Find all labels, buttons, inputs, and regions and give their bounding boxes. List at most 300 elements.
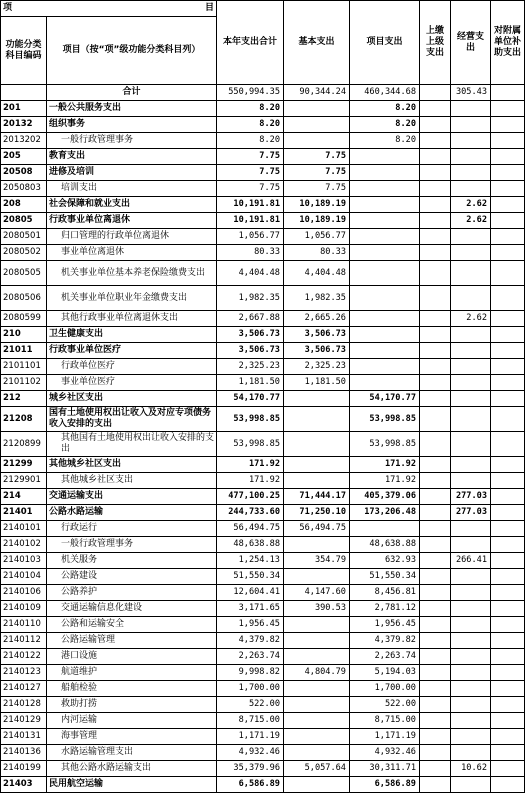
row-code: 2101101: [1, 359, 47, 375]
row-project: [350, 521, 420, 537]
row-basic: [284, 777, 350, 793]
row-project: 8.20: [350, 133, 420, 149]
row-total: 171.92: [217, 473, 284, 489]
row-name: 机关服务: [47, 553, 217, 569]
row-subsidy: [491, 553, 525, 569]
row-total: 48,638.88: [217, 537, 284, 553]
row-total: 3,506.73: [217, 327, 284, 343]
row-upper: [420, 745, 451, 761]
row-subsidy: [491, 777, 525, 793]
row-subsidy: [491, 343, 525, 359]
row-basic: [284, 537, 350, 553]
table-row: [1, 649, 525, 665]
row-total: 1,982.35: [217, 286, 284, 311]
row-code: 2013202: [1, 133, 47, 149]
row-operating: [451, 473, 491, 489]
row-project: 1,171.19: [350, 729, 420, 745]
row-name: 其他城乡社区支出: [47, 473, 217, 489]
row-total: 4,404.48: [217, 261, 284, 286]
row-name: 机关事业单位基本养老保险缴费支出: [47, 261, 217, 286]
row-upper: [420, 713, 451, 729]
row-total: 8.20: [217, 133, 284, 149]
row-basic: 3,506.73: [284, 327, 350, 343]
row-upper: [420, 181, 451, 197]
row-subsidy: [491, 375, 525, 391]
row-project: 171.92: [350, 457, 420, 473]
row-basic: 10,189.19: [284, 197, 350, 213]
table-row: [1, 286, 525, 311]
row-operating: [451, 777, 491, 793]
row-code: 2140129: [1, 713, 47, 729]
table-row: [1, 569, 525, 585]
row-basic: 56,494.75: [284, 521, 350, 537]
row-operating: 266.41: [451, 553, 491, 569]
row-operating: [451, 407, 491, 432]
row-upper: [420, 432, 451, 457]
row-subsidy: [491, 601, 525, 617]
row-operating: [451, 286, 491, 311]
table-row: [1, 407, 525, 432]
row-name: 公路建设: [47, 569, 217, 585]
row-project: [350, 343, 420, 359]
row-project: 30,311.71: [350, 761, 420, 777]
row-subsidy: [491, 537, 525, 553]
row-code: 2140136: [1, 745, 47, 761]
row-project: 1,700.00: [350, 681, 420, 697]
table-row: [1, 777, 525, 793]
row-subsidy: [491, 633, 525, 649]
row-upper: [420, 777, 451, 793]
row-subsidy: [491, 649, 525, 665]
row-name: 事业单位离退休: [47, 245, 217, 261]
row-code: 21208: [1, 407, 47, 432]
row-basic: [284, 133, 350, 149]
row-basic: 10,189.19: [284, 213, 350, 229]
row-total: 6,586.89: [217, 777, 284, 793]
row-subsidy: [491, 181, 525, 197]
row-basic: 4,804.79: [284, 665, 350, 681]
row-name: 归口管理的行政单位离退休: [47, 229, 217, 245]
row-subsidy: [491, 245, 525, 261]
row-total: 53,998.85: [217, 407, 284, 432]
row-total: 10,191.81: [217, 197, 284, 213]
table-row: [1, 245, 525, 261]
row-project: [350, 261, 420, 286]
row-total: 51,550.34: [217, 569, 284, 585]
row-name: 水路运输管理支出: [47, 745, 217, 761]
table-row: [1, 311, 525, 327]
row-total: 3,506.73: [217, 343, 284, 359]
row-total: 4,932.46: [217, 745, 284, 761]
table-row: [1, 327, 525, 343]
table-row: [1, 359, 525, 375]
row-basic: 354.79: [284, 553, 350, 569]
row-operating: [451, 391, 491, 407]
row-operating: [451, 375, 491, 391]
row-code: 20132: [1, 117, 47, 133]
row-project: 4,932.46: [350, 745, 420, 761]
row-upper: [420, 489, 451, 505]
row-operating: [451, 521, 491, 537]
row-total: 7.75: [217, 165, 284, 181]
row-basic: 4,147.60: [284, 585, 350, 601]
row-upper: [420, 473, 451, 489]
table-row: [1, 697, 525, 713]
row-subsidy: [491, 473, 525, 489]
row-operating: [451, 261, 491, 286]
row-basic: 7.75: [284, 149, 350, 165]
row-basic: 3,506.73: [284, 343, 350, 359]
row-code: 201: [1, 101, 47, 117]
table-row: [1, 505, 525, 521]
row-subsidy: [491, 149, 525, 165]
row-operating: [451, 569, 491, 585]
row-name: 民用航空运输: [47, 777, 217, 793]
row-basic: 71,444.17: [284, 489, 350, 505]
row-project: 1,956.45: [350, 617, 420, 633]
row-upper: [420, 261, 451, 286]
header-operating: 经营支出: [451, 1, 491, 85]
row-name: 其他行政事业单位离退休支出: [47, 311, 217, 327]
row-code: 2080599: [1, 311, 47, 327]
row-name: 行政事业单位医疗: [47, 343, 217, 359]
row-name: 海事管理: [47, 729, 217, 745]
row-code: 2080502: [1, 245, 47, 261]
row-subsidy: [491, 165, 525, 181]
row-operating: [451, 697, 491, 713]
row-project: 5,194.03: [350, 665, 420, 681]
row-basic: [284, 101, 350, 117]
table-row: [1, 261, 525, 286]
table-row: [1, 149, 525, 165]
row-code: 21401: [1, 505, 47, 521]
row-upper: [420, 197, 451, 213]
row-upper: [420, 569, 451, 585]
row-subsidy: [491, 665, 525, 681]
row-upper: [420, 649, 451, 665]
table-row: [1, 117, 525, 133]
row-operating: [451, 745, 491, 761]
row-name: 公路运输管理: [47, 633, 217, 649]
table-row: [1, 85, 525, 101]
row-subsidy: [491, 391, 525, 407]
row-operating: 2.62: [451, 213, 491, 229]
row-project: [350, 327, 420, 343]
row-basic: 390.53: [284, 601, 350, 617]
row-project: 171.92: [350, 473, 420, 489]
row-operating: 10.62: [451, 761, 491, 777]
row-name: 教育支出: [47, 149, 217, 165]
row-operating: [451, 537, 491, 553]
row-subsidy: [491, 229, 525, 245]
row-name: 内河运输: [47, 713, 217, 729]
row-code: 2140123: [1, 665, 47, 681]
row-name: 救助打捞: [47, 697, 217, 713]
row-basic: 90,344.24: [284, 85, 350, 101]
table-row: [1, 165, 525, 181]
row-total: 171.92: [217, 457, 284, 473]
row-upper: [420, 149, 451, 165]
row-operating: [451, 149, 491, 165]
header-upper: 上缴上级支出: [420, 1, 451, 85]
row-total: 8.20: [217, 117, 284, 133]
row-project: 53,998.85: [350, 432, 420, 457]
row-total: 2,667.88: [217, 311, 284, 327]
row-name: 培训支出: [47, 181, 217, 197]
row-subsidy: [491, 457, 525, 473]
row-project: [350, 213, 420, 229]
row-code: 2140103: [1, 553, 47, 569]
row-upper: [420, 553, 451, 569]
row-code: 20508: [1, 165, 47, 181]
row-name: 社会保障和就业支出: [47, 197, 217, 213]
header-mu-label: 目: [204, 3, 214, 13]
row-subsidy: [491, 261, 525, 286]
row-subsidy: [491, 697, 525, 713]
row-subsidy: [491, 327, 525, 343]
header-basic: 基本支出: [284, 1, 350, 85]
table-row: [1, 473, 525, 489]
row-operating: [451, 601, 491, 617]
row-subsidy: [491, 713, 525, 729]
row-total: 477,100.25: [217, 489, 284, 505]
table-row: [1, 489, 525, 505]
row-total: 9,998.82: [217, 665, 284, 681]
row-name: 进修及培训: [47, 165, 217, 181]
row-basic: [284, 729, 350, 745]
row-upper: [420, 286, 451, 311]
row-subsidy: [491, 311, 525, 327]
row-total: 10,191.81: [217, 213, 284, 229]
row-upper: [420, 407, 451, 432]
row-code: 2101102: [1, 375, 47, 391]
row-total: 1,181.50: [217, 375, 284, 391]
header-item-cell: [1, 1, 217, 17]
row-subsidy: [491, 407, 525, 432]
table-row: [1, 521, 525, 537]
row-total: 3,171.65: [217, 601, 284, 617]
row-project: 632.93: [350, 553, 420, 569]
row-basic: [284, 745, 350, 761]
row-name: 事业单位医疗: [47, 375, 217, 391]
row-project: 2,781.12: [350, 601, 420, 617]
row-basic: [284, 649, 350, 665]
row-project: [350, 229, 420, 245]
row-total: 54,170.77: [217, 391, 284, 407]
row-name: 其他公路水路运输支出: [47, 761, 217, 777]
row-project: 460,344.68: [350, 85, 420, 101]
table-row: [1, 553, 525, 569]
row-operating: [451, 432, 491, 457]
row-operating: [451, 359, 491, 375]
row-operating: [451, 617, 491, 633]
row-code: 2129901: [1, 473, 47, 489]
row-total: 8,715.00: [217, 713, 284, 729]
row-upper: [420, 633, 451, 649]
row-basic: 1,056.77: [284, 229, 350, 245]
row-project: 8.20: [350, 101, 420, 117]
row-code: 2140128: [1, 697, 47, 713]
row-project: [350, 165, 420, 181]
row-subsidy: [491, 521, 525, 537]
table-row: [1, 729, 525, 745]
table-row: [1, 181, 525, 197]
row-code: 212: [1, 391, 47, 407]
row-code: 2140102: [1, 537, 47, 553]
row-name: 行政运行: [47, 521, 217, 537]
row-operating: [451, 649, 491, 665]
row-subsidy: [491, 432, 525, 457]
row-basic: [284, 457, 350, 473]
table-row: [1, 601, 525, 617]
row-basic: 7.75: [284, 165, 350, 181]
row-upper: [420, 213, 451, 229]
header-code: 功能分类科目编码: [1, 17, 47, 85]
row-name: 行政事业单位离退休: [47, 213, 217, 229]
row-basic: 1,982.35: [284, 286, 350, 311]
row-project: 48,638.88: [350, 537, 420, 553]
row-operating: [451, 713, 491, 729]
row-basic: [284, 391, 350, 407]
table-row: [1, 432, 525, 457]
row-operating: [451, 117, 491, 133]
row-name: 港口设施: [47, 649, 217, 665]
row-name: 一般行政管理事务: [47, 133, 217, 149]
row-code: 214: [1, 489, 47, 505]
row-upper: [420, 601, 451, 617]
row-operating: [451, 229, 491, 245]
row-subsidy: [491, 729, 525, 745]
row-project: 522.00: [350, 697, 420, 713]
table-row: [1, 537, 525, 553]
row-subsidy: [491, 745, 525, 761]
row-subsidy: [491, 505, 525, 521]
row-code: 210: [1, 327, 47, 343]
header-total: 本年支出合计: [217, 1, 284, 85]
row-total: 550,994.35: [217, 85, 284, 101]
row-total: 244,733.60: [217, 505, 284, 521]
row-project: [350, 286, 420, 311]
row-code: 208: [1, 197, 47, 213]
row-project: 8.20: [350, 117, 420, 133]
row-name: 行政单位医疗: [47, 359, 217, 375]
row-total: 1,056.77: [217, 229, 284, 245]
row-upper: [420, 391, 451, 407]
row-project: [350, 245, 420, 261]
table-row: [1, 229, 525, 245]
row-basic: 71,250.10: [284, 505, 350, 521]
header-project: 项目支出: [350, 1, 420, 85]
row-upper: [420, 681, 451, 697]
row-subsidy: [491, 101, 525, 117]
row-operating: [451, 133, 491, 149]
row-operating: [451, 245, 491, 261]
row-upper: [420, 729, 451, 745]
row-basic: [284, 697, 350, 713]
row-code: 2120899: [1, 432, 47, 457]
row-code: 21299: [1, 457, 47, 473]
row-upper: [420, 617, 451, 633]
row-name: 公路水路运输: [47, 505, 217, 521]
table-row: [1, 681, 525, 697]
row-upper: [420, 761, 451, 777]
row-total: 1,700.00: [217, 681, 284, 697]
row-code: 2140104: [1, 569, 47, 585]
row-name: 一般公共服务支出: [47, 101, 217, 117]
row-code: 2050803: [1, 181, 47, 197]
row-code: 2140109: [1, 601, 47, 617]
row-project: 53,998.85: [350, 407, 420, 432]
row-name: 公路养护: [47, 585, 217, 601]
row-operating: [451, 633, 491, 649]
row-total: 522.00: [217, 697, 284, 713]
row-code: 2080501: [1, 229, 47, 245]
table-row: [1, 633, 525, 649]
table-row: [1, 375, 525, 391]
row-upper: [420, 585, 451, 601]
header-name: 项目（按“项”级功能分类科目列）: [47, 17, 217, 85]
row-subsidy: [491, 286, 525, 311]
row-project: 8,456.81: [350, 585, 420, 601]
row-upper: [420, 229, 451, 245]
row-operating: [451, 181, 491, 197]
table-row: [1, 133, 525, 149]
table-row: [1, 213, 525, 229]
row-subsidy: [491, 761, 525, 777]
row-upper: [420, 375, 451, 391]
row-total: 4,379.82: [217, 633, 284, 649]
row-total: 8.20: [217, 101, 284, 117]
row-upper: [420, 665, 451, 681]
row-operating: 277.03: [451, 489, 491, 505]
row-project: 51,550.34: [350, 569, 420, 585]
row-upper: [420, 327, 451, 343]
row-operating: 277.03: [451, 505, 491, 521]
row-project: 2,263.74: [350, 649, 420, 665]
row-name: 国有土地使用权出让收入及对应专项债务收入安排的支出: [47, 407, 217, 432]
row-operating: 305.43: [451, 85, 491, 101]
row-upper: [420, 521, 451, 537]
row-upper: [420, 133, 451, 149]
row-operating: [451, 165, 491, 181]
row-operating: [451, 343, 491, 359]
row-total: 1,254.13: [217, 553, 284, 569]
table-row: [1, 665, 525, 681]
row-subsidy: [491, 681, 525, 697]
row-total: 56,494.75: [217, 521, 284, 537]
row-upper: [420, 85, 451, 101]
row-total: 53,998.85: [217, 432, 284, 457]
table-row: [1, 617, 525, 633]
row-name: 一般行政管理事务: [47, 537, 217, 553]
row-project: [350, 359, 420, 375]
row-name: 其他国有土地使用权出让收入安排的支出: [47, 432, 217, 457]
row-name: 航道维护: [47, 665, 217, 681]
header-item-label: 项: [3, 3, 13, 13]
row-project: [350, 311, 420, 327]
row-basic: [284, 681, 350, 697]
row-code: 21403: [1, 777, 47, 793]
row-total: 1,171.19: [217, 729, 284, 745]
row-upper: [420, 343, 451, 359]
row-subsidy: [491, 213, 525, 229]
row-basic: 1,181.50: [284, 375, 350, 391]
row-upper: [420, 165, 451, 181]
row-code: 2140122: [1, 649, 47, 665]
row-basic: 2,325.23: [284, 359, 350, 375]
row-basic: [284, 432, 350, 457]
row-total: 2,325.23: [217, 359, 284, 375]
